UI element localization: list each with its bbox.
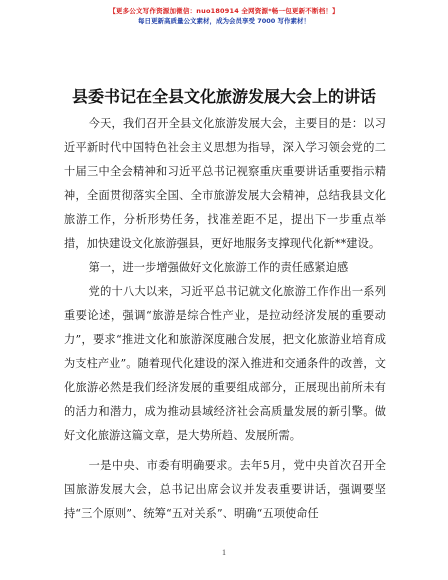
- document-body: [64, 112, 386, 526]
- section-heading-1: 第一，进一步增强做好文化旅游工作的责任感紧迫感: [88, 261, 349, 274]
- document-title: 县委书记在全县文化旅游发展大会上的讲话: [71, 87, 376, 106]
- page-number: 1: [222, 548, 226, 557]
- paragraph-section-1: 党的十八大以来，习近平总书记就文化旅游工作作出一系列重要论述，强调“旅游是综合性产业，是拉动经济发展的重要动力”，要求“推进文化和旅游深度融合发展，把文化旅游业培育成为支柱产业”。随着现代化建设的深入推进和交通条件的改善，文化旅游必然是我们经济发展的重要组成部分，正展现出前所未有的活力和潜力，成为推动县域经济社会高质量发展的新引擎。做好文化旅游这篇文章，是大势所趋、发展所需。: [64, 285, 386, 442]
- promo-banner: [0, 6, 448, 26]
- paragraph-intro: 今天，我们召开全县文化旅游发展大会，主要目的是：以习近平新时代中国特色社会主义思想为指导，深入学习领会党的二十届三中全会精神和习近平总书记视察重庆重要讲话重要指示精神，全面贯彻落实全国、全市旅游发展大会精神，总结我县文化旅游工作，分析形势任务，找准差距不足，提出下一步重点举措，加快建设文化旅游强县，更好地服务支撑现代化新**建设。: [64, 117, 386, 250]
- promo-line-1: 【更多公文写作资源加微信：nuo180914 全网资源*畅一包更新不断档！】: [109, 7, 339, 15]
- paragraph-point-1: 一是中央、市委有明确要求。去年5月，党中央首次召开全国旅游发展大会，总书记出席会议并发表重要讲话，强调要坚持“三个原则”、统筹“五对关系”、明确“五项使命任: [64, 459, 386, 520]
- promo-line-2: 每日更新高质量公文素材，成为会员享受 7000 写作素材！: [137, 17, 311, 25]
